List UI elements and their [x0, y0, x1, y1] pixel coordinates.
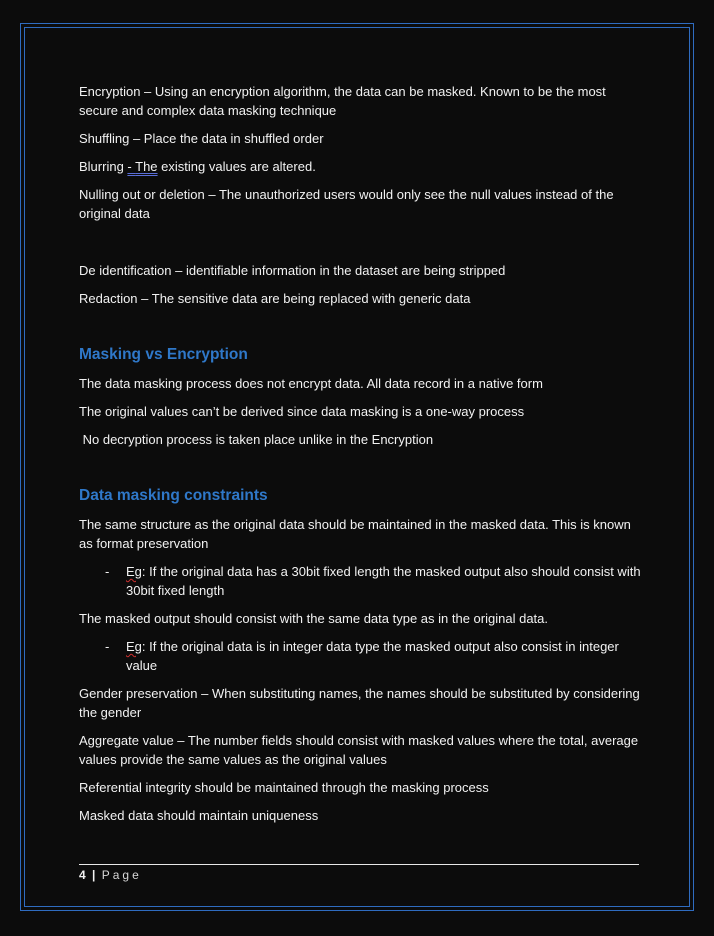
heading-constraints: Data masking constraints — [79, 487, 268, 504]
paragraph-nulling: Nulling out or deletion – The unauthorized users would only see the null values instead of the original data — [79, 187, 614, 221]
paragraph-encryption: Encryption – Using an encryption algorithm, the data can be masked. Known to be the most secure and complex data masking technique — [79, 84, 606, 118]
blurring-lead: Blurring — [79, 159, 128, 174]
bullet-text: : If the original data is in integer data type the masked output also consist in integer value — [126, 639, 619, 673]
grammar-flag-word: The — [135, 159, 158, 174]
paragraph-shuffling: Shuffling – Place the data in shuffled order — [79, 131, 324, 146]
bullet-dash: - — [105, 639, 110, 654]
paragraph-one-way: The original values can’t be derived since data masking is a one-way process — [79, 404, 525, 419]
paragraph-gender: Gender preservation – When substituting names, the names should be substituted by considering the gender — [79, 686, 640, 720]
paragraph-blurring — [79, 157, 641, 176]
paragraph-format-preservation: The same structure as the original data should be maintained in the masked data. This is known as format preservation — [79, 517, 631, 551]
grammar-flag-dash: - — [127, 159, 136, 174]
page-label: Page — [101, 868, 142, 882]
heading-masking-vs-encryption: Masking vs Encryption — [79, 346, 248, 363]
paragraph-no-encrypt: The data masking process does not encrypt data. All data record in a native form — [79, 376, 543, 391]
paragraph-aggregate: Aggregate value – The number fields should consist with masked values where the total, average values provide the same values as the original values — [79, 733, 639, 767]
spellcheck-eg: Eg — [126, 639, 142, 654]
footer-divider — [79, 864, 639, 865]
paragraph-uniqueness: Masked data should maintain uniqueness — [79, 808, 319, 823]
blurring-rest: existing values are altered. — [157, 159, 316, 174]
page-footer — [79, 867, 142, 883]
bullet-dash: - — [105, 564, 110, 579]
footer-separator: | — [92, 868, 96, 882]
page-number: 4 — [79, 868, 86, 882]
spellcheck-eg: Eg — [126, 564, 142, 579]
bullet-example-2 — [79, 637, 641, 675]
paragraph-referential: Referential integrity should be maintained through the masking process — [79, 780, 489, 795]
paragraph-redaction: Redaction – The sensitive data are being replaced with generic data — [79, 291, 471, 306]
paragraph-no-decryption: No decryption process is taken place unlike in the Encryption — [79, 432, 434, 447]
paragraph-data-type: The masked output should consist with the same data type as in the original data. — [79, 611, 548, 626]
paragraph-deidentification: De identification – identifiable information in the dataset are being stripped — [79, 263, 506, 278]
bullet-text: : If the original data has a 30bit fixed length the masked output also should consist with 30bit fixed length — [126, 564, 641, 598]
bullet-example-1 — [79, 562, 641, 600]
document-body — [79, 82, 641, 825]
